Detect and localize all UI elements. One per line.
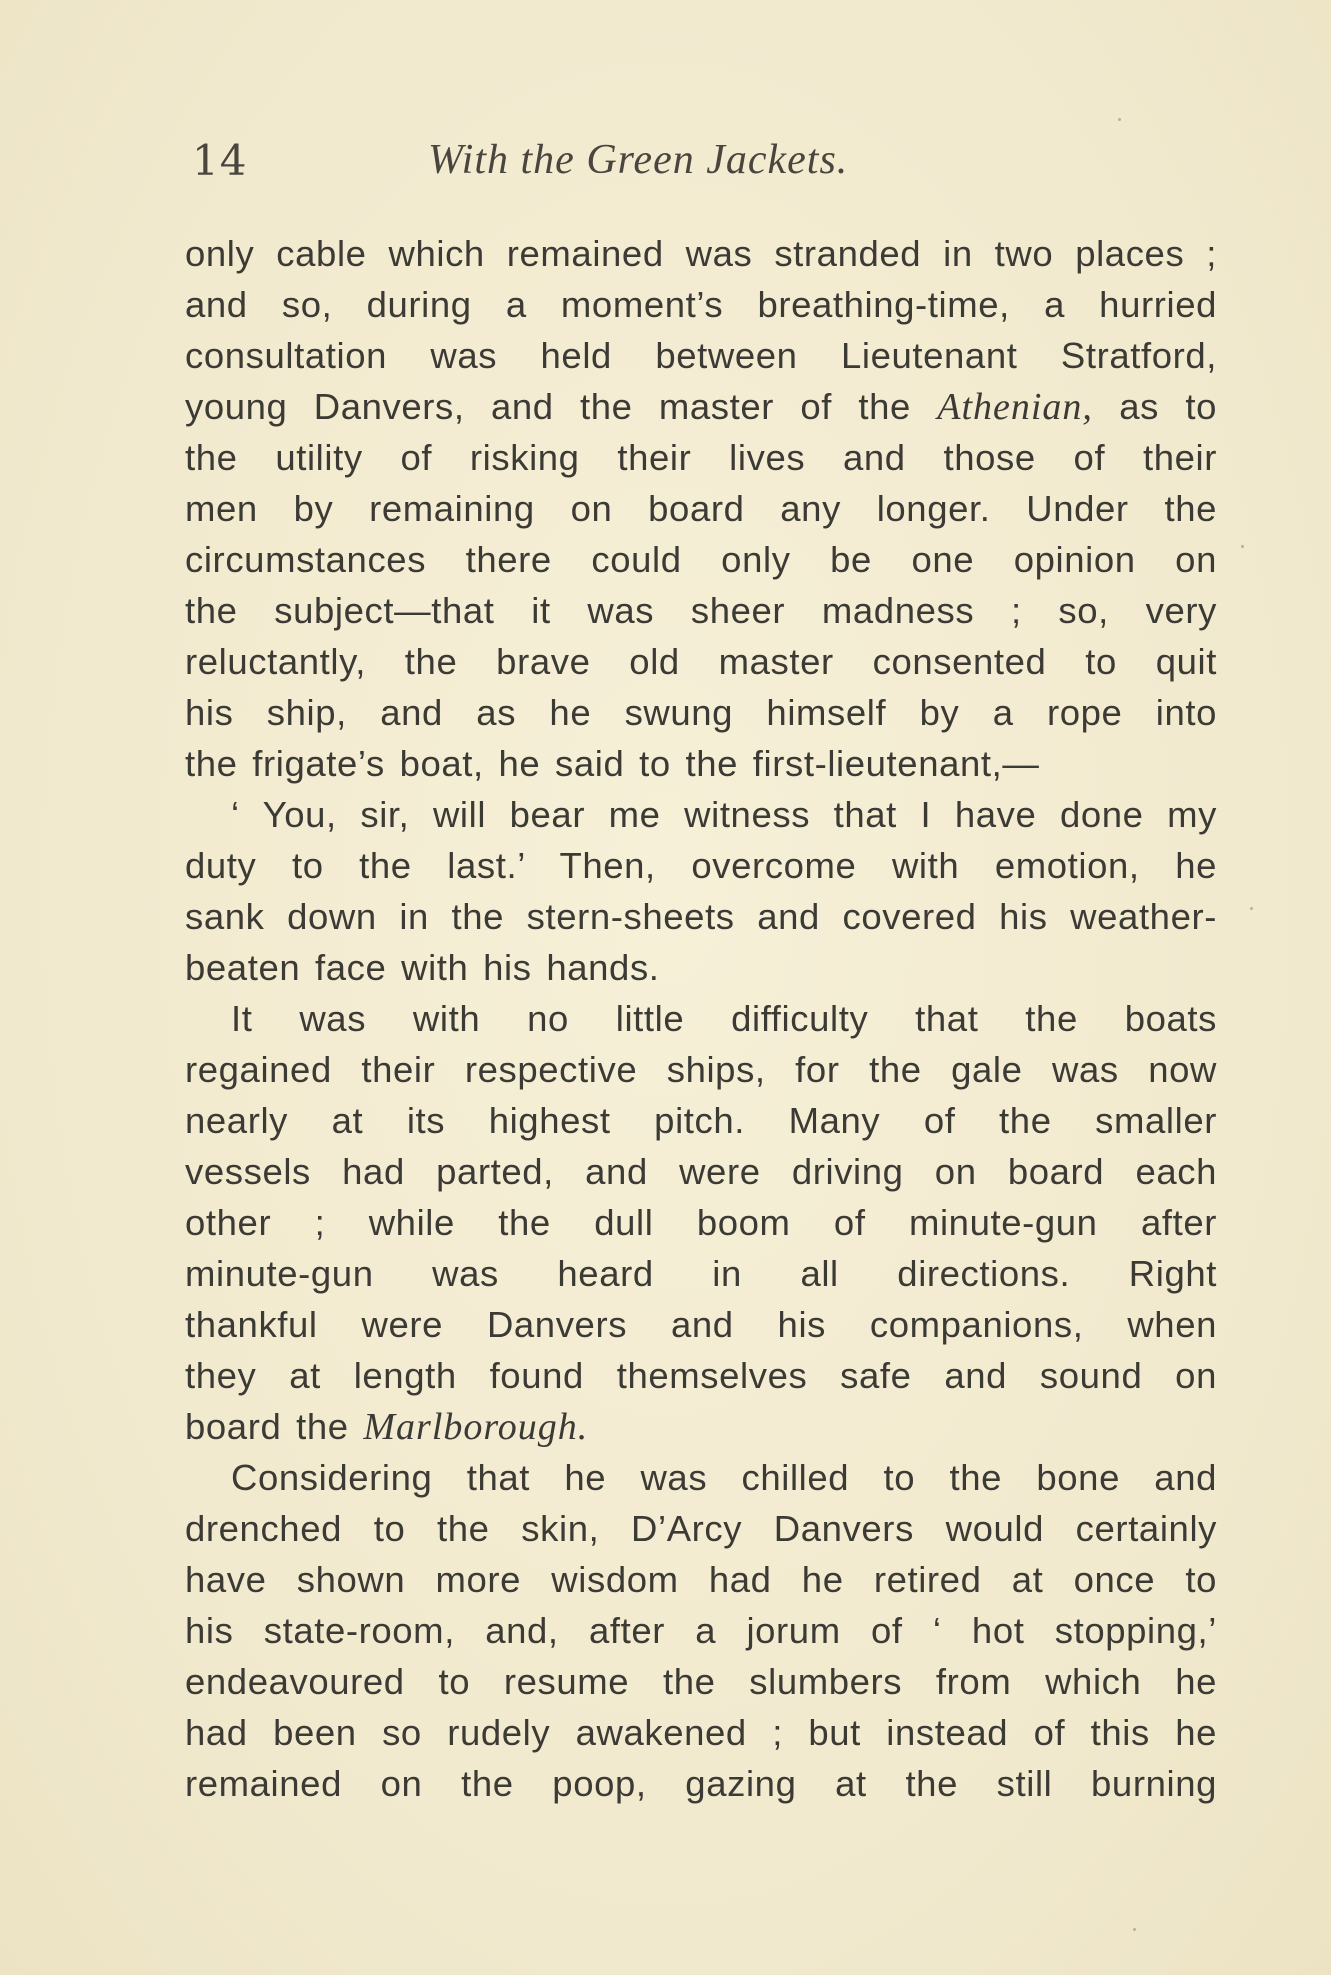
text-line <box>185 1401 1217 1452</box>
text-line <box>185 1452 1217 1503</box>
page-header <box>0 130 1331 200</box>
paper-speck <box>1250 907 1253 910</box>
text-run: drenched to the skin, D’Arcy Danvers would certainly <box>185 1508 1217 1549</box>
text-run: the utility of risking their lives and those of their <box>185 437 1217 478</box>
text-run: nearly at its highest pitch. Many of the smaller <box>185 1100 1217 1141</box>
paper-speck <box>1133 1928 1136 1931</box>
text-run: other ; while the dull boom of minute-gun after <box>185 1202 1217 1243</box>
text-run: regained their respective ships, for the gale was now <box>185 1049 1217 1090</box>
text-line <box>185 1554 1217 1605</box>
text-run: thankful were Danvers and his companions, when <box>185 1304 1217 1345</box>
text-line <box>185 1146 1217 1197</box>
text-run: Considering that he was chilled to the bone and <box>231 1457 1217 1498</box>
text-run: only cable which remained was stranded in two places ; <box>185 233 1217 274</box>
text-run: young Danvers, and the master of the <box>185 386 938 427</box>
text-run: minute-gun was heard in all directions. Right <box>185 1253 1217 1294</box>
text-line <box>185 942 1217 993</box>
text-run: sank down in the stern-sheets and covered his weather- <box>185 896 1217 937</box>
text-line <box>185 1044 1217 1095</box>
text-line <box>185 228 1217 279</box>
paper-speck <box>1241 545 1244 548</box>
text-run: have shown more wisdom had he retired at once to <box>185 1559 1217 1600</box>
text-run: board the <box>185 1406 364 1447</box>
text-line <box>185 891 1217 942</box>
text-run: It was with no little difficulty that the boats <box>231 998 1217 1039</box>
ship-name: Marlborough. <box>363 1406 589 1448</box>
text-line <box>185 585 1217 636</box>
text-run: and so, during a moment’s breathing-time, a hurried <box>185 284 1217 325</box>
text-line <box>185 1095 1217 1146</box>
text-line <box>185 789 1217 840</box>
text-line <box>185 483 1217 534</box>
page-number: 14 <box>192 136 248 185</box>
text-run: ‘ You, sir, will bear me witness that I have done my <box>231 794 1217 835</box>
text-run: remained on the poop, gazing at the still burning <box>185 1763 1217 1804</box>
text-run: the subject—that it was sheer madness ; so, very <box>185 590 1217 631</box>
body-text <box>185 228 1217 1809</box>
text-line <box>185 534 1217 585</box>
text-run: duty to the last.’ Then, overcome with emotion, he <box>185 845 1217 886</box>
text-line <box>185 1248 1217 1299</box>
text-line <box>185 636 1217 687</box>
text-line <box>185 1758 1217 1809</box>
text-run: had been so rudely awakened ; but instead of this he <box>185 1712 1217 1753</box>
text-line <box>185 279 1217 330</box>
text-run: men by remaining on board any longer. Under the <box>185 488 1217 529</box>
text-line <box>185 1350 1217 1401</box>
text-run: beaten face with his hands. <box>185 947 660 988</box>
text-run: consultation was held between Lieutenant Stratford, <box>185 335 1217 376</box>
text-line <box>185 330 1217 381</box>
text-line <box>185 738 1217 789</box>
text-run: as to <box>1092 386 1218 427</box>
text-run: his ship, and as he swung himself by a rope into <box>185 692 1217 733</box>
text-line <box>185 1503 1217 1554</box>
text-run: the frigate’s boat, he said to the first-lieutenant,— <box>185 743 1040 784</box>
text-line <box>185 1707 1217 1758</box>
text-line <box>185 1656 1217 1707</box>
ship-name: Athenian, <box>937 386 1093 428</box>
text-line <box>185 993 1217 1044</box>
text-line <box>185 1197 1217 1248</box>
text-line <box>185 687 1217 738</box>
text-line <box>185 1299 1217 1350</box>
paper-speck <box>1118 118 1121 121</box>
text-run: they at length found themselves safe and sound on <box>185 1355 1217 1396</box>
text-line <box>185 432 1217 483</box>
text-run: endeavoured to resume the slumbers from which he <box>185 1661 1217 1702</box>
text-line <box>185 381 1217 432</box>
text-line <box>185 1605 1217 1656</box>
text-run: circumstances there could only be one opinion on <box>185 539 1217 580</box>
text-run: vessels had parted, and were driving on board each <box>185 1151 1217 1192</box>
text-line <box>185 840 1217 891</box>
running-title: With the Green Jackets. <box>428 137 849 183</box>
text-run: his state-room, and, after a jorum of ‘ hot stopping,’ <box>185 1610 1217 1651</box>
text-run: reluctantly, the brave old master consented to quit <box>185 641 1217 682</box>
